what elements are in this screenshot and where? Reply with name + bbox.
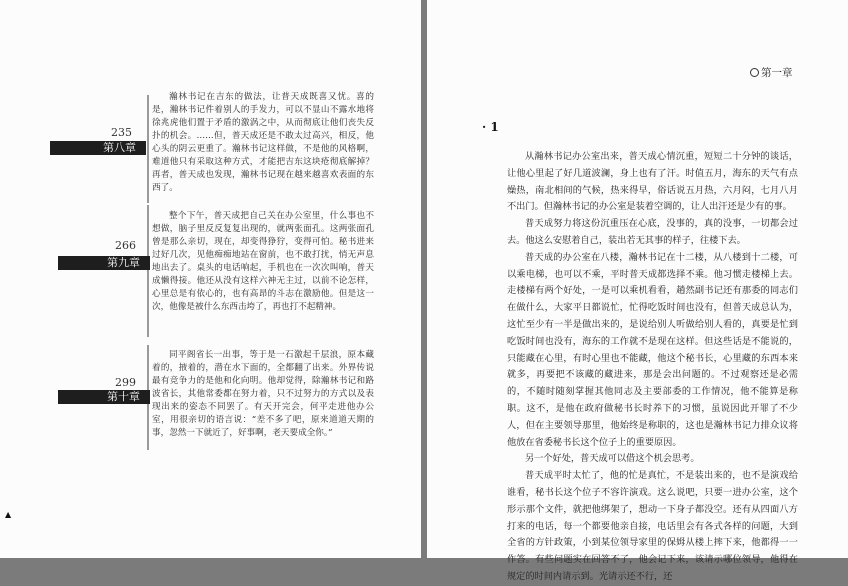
- circle-bullet-icon: [750, 68, 759, 77]
- left-book-page: [0, 0, 421, 558]
- body-paragraph: 普天成的办公室在八楼，瀚林书记在十二楼，从八楼到十二楼，可以乘电梯，也可以不乘，平时普天成都选择不乘。他习惯走楼梯上去。走楼梯有两个好处，一是可以乘机看看，趟然副书记还有那委的同志们在做什么，大家平日都说忙，忙得吃饭时间也没有，但普天成总认为，这忙至少有一半是做出来的，是说给别人听做给别人看的，真要是忙到吃饭时间也没有，海东的工作就不是现在这样。但这些话是不能说的，只能藏在心里，有时心里也不能藏，他这个秘书长，心里藏的东西本来就多，再要把不该藏的藏进来，那是会出问题的。不过观察还是必需的，不随时随刻掌握其他同志及主要部委的工作情况，他不能算是称职。这不，是他在政府做秘书长时养下的习惯，虽说因此开罪了不少人，但在主要领导那里，他始终是称职的，这也是瀚林书记力排众议将他放在省委秘书长这个位子上的重要原因。: [507, 251, 798, 448]
- chapter-heading: [750, 65, 793, 80]
- chapter-body-text: [507, 149, 798, 586]
- chapter-label: 第十章: [58, 390, 150, 404]
- body-paragraph: 从瀚林书记办公室出来，普天成心情沉重，短短二十分钟的谈话，让他心里起了好几道波澜，身上也有了汗。时值五月，海东的天气有点燥热，南北相间的气候，热来得早，俗话说五月热，六月闷，七月八月不出门。但瀚林书记的办公室是装着空调的，让人出汗还是少有的事。: [507, 151, 798, 213]
- chapter-excerpt: 整个下午，普天成把自己关在办公室里，什么事也不想做，脑子里反反复复出现的，就两张面孔。这两张面孔曾是那么亲切，现在，却变得狰狞，变得可怕。秘书进来过好几次，见他痴痴地站在窗前，也不敢打扰，悄无声息地出去了。桌头的电话响起，手机也在一次次叫响，普天成懒得接。他还从没有这样六神无主过，以前不论怎样，心里总是有依心的，也有高昂的斗志在激励他。但是这一次，他像是被什么东西击垮了，再也打不起精神。: [152, 211, 374, 312]
- section-number: · 1: [482, 120, 499, 134]
- chapter-label: 第九章: [58, 256, 150, 270]
- chapter-excerpt: 同平阁省长一出事，等于是一石激起千层浪，原本藏着的，掖着的，潜在水下面的，全都翻了出来。外界传说最有竞争力的是他和化向明。他却觉得，除瀚林书记和路波省长，其他常委都在努力着，只不过努力的方式以及表现出来的姿态不同罢了。有天开完会，何平走进他办公室，用很亲切的语言说：“差不多了吧，原来道道天期的事，忽然一下就近了，好事啊，老天要成全你。”: [152, 350, 374, 438]
- right-book-page: [427, 0, 848, 582]
- chapter-excerpt: 瀚林书记在吉东的做法，让普天成既喜又忧。喜的是，瀚林书记件着别人的手发力，可以不显山不露水地将徐兆虎他们置于矛盾的激涡之中，从而彻底让他们丧失反扑的机会。……但，普天成还是不敢太过高兴，相反，他心头的阴云更重了。瀚林书记这样做，不是他的风格啊，难道他只有采取这种方式，才能把吉东这块疮彻底解掉？再者，普天成也发现，瀚林书记现在越来越喜欢表面的东西了。: [152, 92, 374, 193]
- corner-mark: ▲: [5, 510, 12, 519]
- body-paragraph: 另一个好处，普天成可以借这个机会思考。: [525, 453, 700, 465]
- body-paragraph: 普天成平时太忙了，他的忙是真忙，不是装出来的，也不是演戏给谁看，秘书长这个位子不容许演戏。这么说吧，只要一进办公室，这个形示那个文件，就把他绑架了，想动一下身子都没空。还有从四面八方打来的电话，每一个都要他亲自接，电话里会有各式各样的问题，大到全省的方针政策，小到某位领导家里的保姆从楼上摔下来，他都得一一作答。有些问题实在回答不了，他会记下来，该请示哪位领导，他得在规定的时间内请示到。光请示还不行，还: [507, 470, 798, 582]
- entry-divider-line: [147, 205, 149, 337]
- page-number: 299: [115, 376, 136, 389]
- chapter-heading-text: 第一章: [761, 67, 793, 79]
- page-number: 266: [115, 239, 136, 252]
- entry-divider-line: [147, 95, 149, 203]
- page-number: 235: [111, 126, 132, 139]
- body-paragraph: 普天成努力将这份沉重压在心底，没事的，真的没事，一切都会过去。他这么安慰着自己，装出若无其事的样子，往楼下去。: [507, 218, 798, 246]
- chapter-label: 第八章: [50, 141, 146, 155]
